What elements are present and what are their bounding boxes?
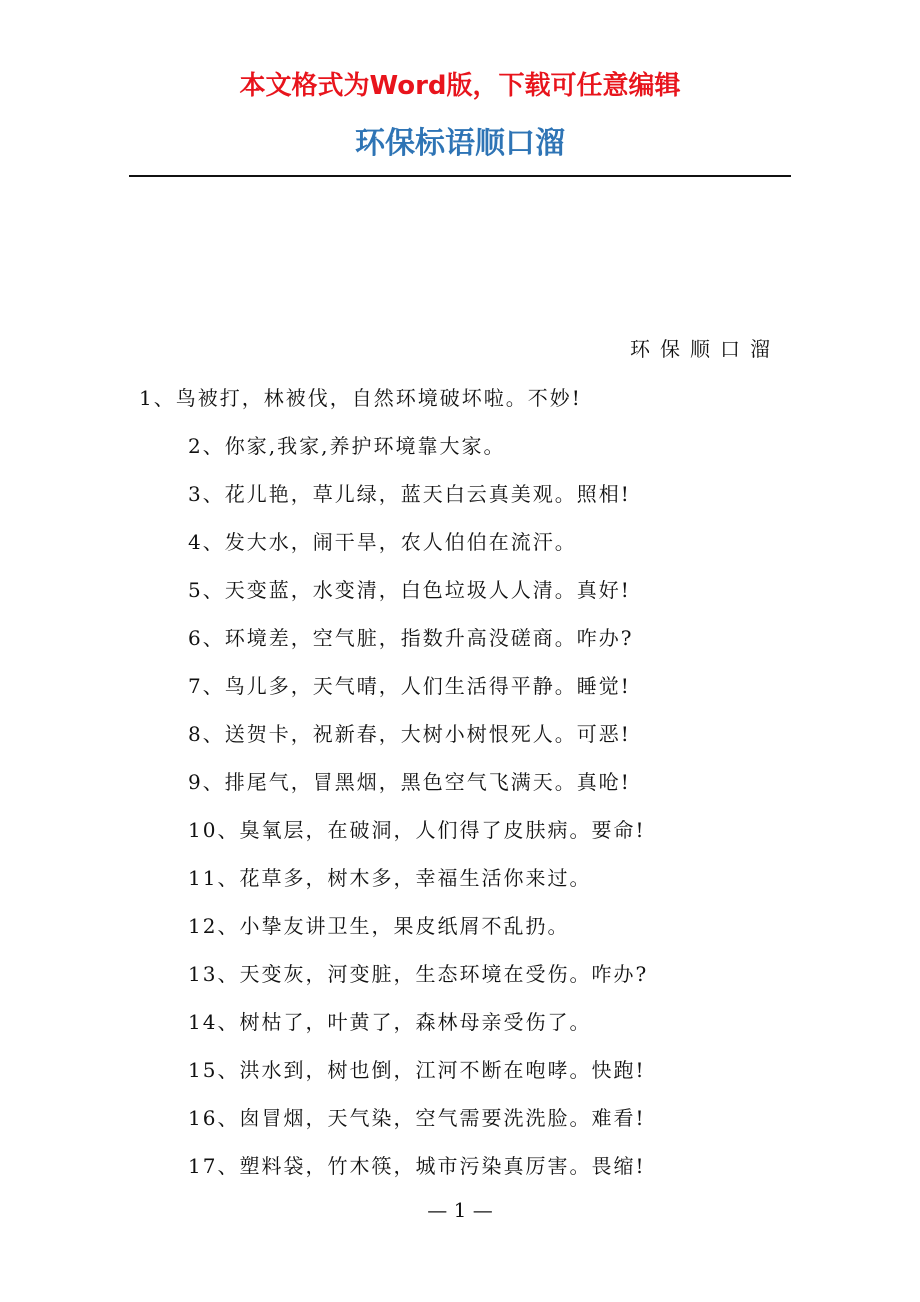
slogan-item: 2、你家,我家,养护环境靠大家。	[188, 434, 506, 458]
download-banner: 本文格式为Word版，下载可任意编辑	[239, 71, 681, 101]
slogan-item: 15、洪水到，树也倒，江河不断在咆哮。快跑!	[188, 1058, 646, 1082]
slogan-item: 12、小挚友讲卫生，果皮纸屑不乱扔。	[188, 914, 570, 938]
slogan-item: 1、鸟被打，林被伐，自然环境破坏啦。不妙!	[139, 386, 582, 410]
title-divider	[129, 175, 791, 177]
slogan-item: 16、囱冒烟，天气染，空气需要洗洗脸。难看!	[188, 1106, 646, 1130]
slogan-item: 5、天变蓝，水变清，白色垃圾人人清。真好!	[188, 578, 631, 602]
slogan-item: 10、臭氧层，在破洞，人们得了皮肤病。要命!	[188, 818, 646, 842]
slogan-item: 8、送贺卡，祝新春，大树小树恨死人。可恶!	[188, 722, 631, 746]
slogan-item: 13、天变灰，河变脏，生态环境在受伤。咋办?	[188, 962, 649, 986]
slogan-item: 4、发大水，闹干旱，农人伯伯在流汗。	[188, 530, 577, 554]
slogan-item: 9、排尾气，冒黑烟，黑色空气飞满天。真呛!	[188, 770, 631, 794]
slogan-list	[0, 380, 920, 1196]
slogan-item: 7、鸟儿多，天气晴，人们生活得平静。睡觉!	[188, 674, 631, 698]
slogan-item: 3、花儿艳，草儿绿，蓝天白云真美观。照相!	[188, 482, 631, 506]
slogan-item: 17、塑料袋，竹木筷，城市污染真厉害。畏缩!	[188, 1154, 646, 1178]
section-subheading: 环保顺口溜	[630, 337, 780, 361]
slogan-item: 6、环境差，空气脏，指数升高没磋商。咋办?	[188, 626, 634, 650]
slogan-item: 14、树枯了，叶黄了，森林母亲受伤了。	[188, 1010, 592, 1034]
document-title: 环保标语顺口溜	[355, 126, 565, 161]
slogan-item: 11、花草多，树木多，幸福生活你来过。	[188, 866, 592, 890]
page-number: — 1 —	[427, 1198, 493, 1222]
